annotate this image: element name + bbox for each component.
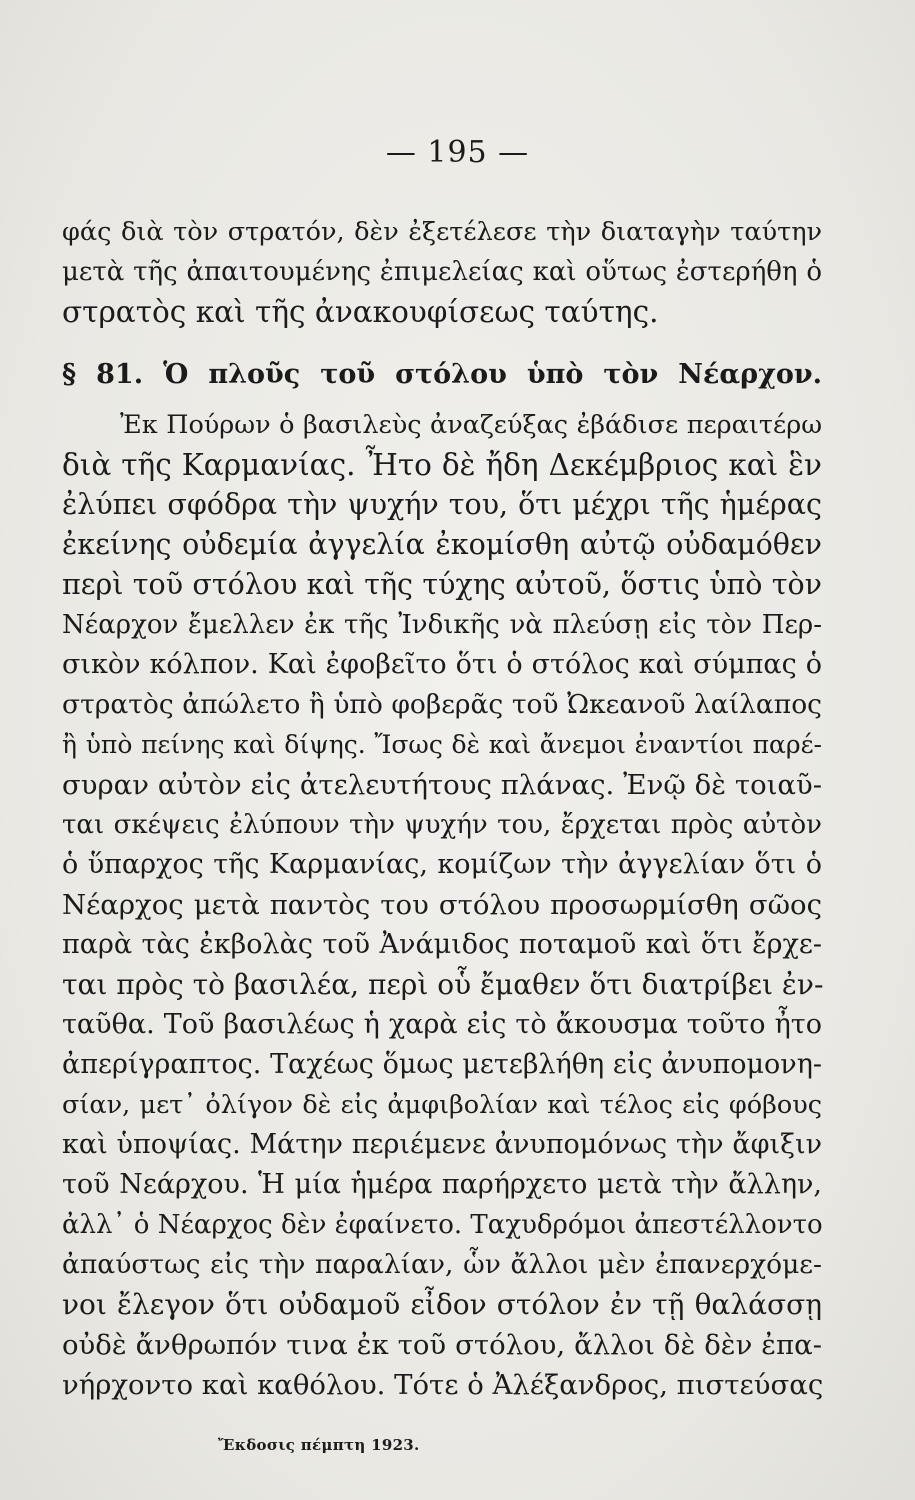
text-line: στρατὸς καὶ τῆς ἀνακουφίσεως ταύτης.	[62, 295, 659, 329]
page-number: — 195 —	[385, 135, 530, 170]
edition-note: Ἔκδοσις πέμπτη 1923.	[218, 1436, 420, 1454]
text-line: νοι ἔλεγον ὅτι οὐδαμοῦ εἶδον στόλον ἐν τῇ θαλάσσῃ	[62, 1288, 822, 1321]
text-line: Ἐκ Πούρων ὁ βασιλεὺς ἀναζεύξας ἐβάδισε περαιτέρω	[120, 410, 822, 440]
text-line: ἢ ὑπὸ πείνης καὶ δίψης. Ἴσως δὲ καὶ ἄνεμοι ἐναντίοι παρέ-	[62, 730, 822, 759]
text-line: ταῦθα. Τοῦ βασιλέως ἡ χαρὰ εἰς τὸ ἄκουσμα τοῦτο ἦτο	[62, 1009, 822, 1040]
text-line: ἐλύπει σφόδρα τὴν ψυχήν του, ὅτι μέχρι τῆς ἡμέρας	[62, 488, 822, 521]
text-line: σικὸν κόλπον. Καὶ ἐφοβεῖτο ὅτι ὁ στόλος καὶ σύμπας ὁ	[62, 649, 822, 680]
text-line: στρατὸς ἀπώλετο ἢ ὑπὸ φοβερᾶς τοῦ Ὠκεανοῦ λαίλαπος	[62, 689, 822, 720]
text-line: ἀπερίγραπτος. Ταχέως ὅμως μετεβλήθη εἰς ἀνυπομονη-	[62, 1049, 822, 1080]
text-line: φάς διὰ τὸν στρατόν, δὲν ἐξετέλεσε τὴν διαταγὴν ταύτην	[62, 217, 822, 247]
text-line: Νέαρχος μετὰ παντὸς του στόλου προσωρμίσθη σῶος	[62, 889, 822, 921]
text-line: περὶ τοῦ στόλου καὶ τῆς τύχης αὐτοῦ, ὅστις ὑπὸ τὸν	[62, 568, 822, 601]
text-line: τοῦ Νεάρχου. Ἡ μία ἡμέρα παρήρχετο μετὰ τὴν ἄλλην,	[62, 1169, 822, 1200]
text-line: συραν αὐτὸν εἰς ἀτελευτήτους πλάνας. Ἐνῷ δὲ τοιαῦ-	[62, 769, 822, 801]
text-line: ται πρὸς τὸ βασιλέα, περὶ οὗ ἔμαθεν ὅτι διατρίβει ἐν-	[62, 968, 824, 1001]
text-line: σίαν, μετ᾽ ὀλίγον δὲ εἰς ἀμφιβολίαν καὶ τέλος εἰς φόβους	[62, 1090, 822, 1120]
text-line: ἐκείνης οὐδεμία ἀγγελία ἐκομίσθη αὐτῷ οὐδαμόθεν	[62, 528, 822, 561]
section-heading: § 81. Ὁ πλοῦς τοῦ στόλου ὑπὸ τὸν Νέαρχον.	[62, 359, 822, 390]
text-line: νήρχοντο καὶ καθόλου. Τότε ὁ Ἀλέξανδρος, πιστεύσας	[62, 1369, 824, 1401]
text-line: διὰ τῆς Καρμανίας. Ἦτο δὲ ἤδη Δεκέμβριος καὶ ἓν	[62, 448, 822, 482]
text-line: μετὰ τῆς ἀπαιτουμένης ἐπιμελείας καὶ οὕτως ἐστερήθη ὁ	[62, 257, 822, 287]
text-line: Νέαρχον ἔμελλεν ἐκ τῆς Ἰνδικῆς νὰ πλεύσῃ εἰς τὸν Περ-	[62, 610, 822, 640]
text-line: ὁ ὕπαρχος τῆς Καρμανίας, κομίζων τὴν ἀγγελίαν ὅτι ὁ	[62, 849, 822, 880]
text-line: ἀπαύστως εἰς τὴν παραλίαν, ὧν ἄλλοι μὲν ἐπανερχόμε-	[62, 1249, 822, 1280]
text-line: ἀλλ᾽ ὁ Νέαρχος δὲν ἐφαίνετο. Ταχυδρόμοι ἀπεστέλλοντο	[62, 1210, 823, 1240]
text-line: ται σκέψεις ἐλύπουν τὴν ψυχήν του, ἔρχεται πρὸς αὐτὸν	[62, 810, 822, 840]
text-line: παρὰ τὰς ἐκβολὰς τοῦ Ἀνάμιδος ποταμοῦ καὶ ὅτι ἔρχε-	[62, 929, 822, 960]
text-line: καὶ ὑποψίας. Μάτην περιέμενε ἀνυπομόνως τὴν ἄφιξιν	[62, 1129, 822, 1160]
text-line: οὐδὲ ἄνθρωπόν τινα ἐκ τοῦ στόλου, ἄλλοι δὲ δὲν ἐπα-	[62, 1329, 822, 1361]
